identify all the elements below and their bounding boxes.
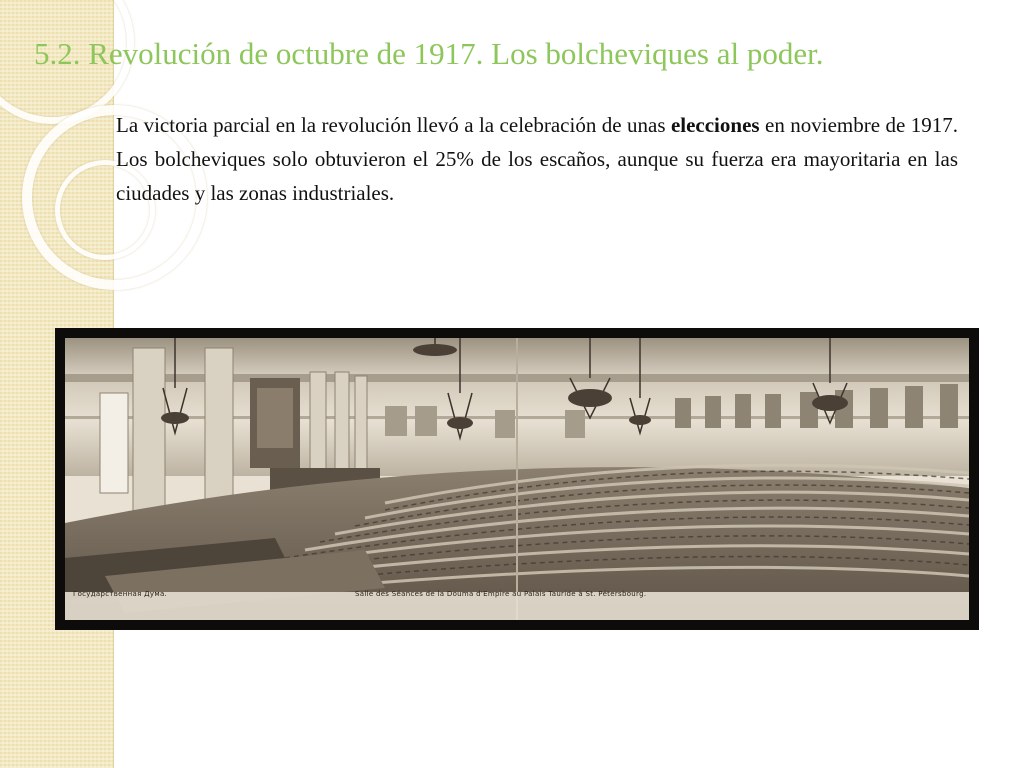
slide-title: 5.2. Revolución de octubre de 1917. Los bolcheviques al poder.: [34, 36, 824, 71]
duma-hall-photograph: [65, 338, 969, 620]
paragraph-text-start: La victoria parcial en la revolución llevó a la celebración de unas: [116, 113, 671, 137]
paragraph-bold-term: elecciones: [670, 113, 760, 137]
body-paragraph: [116, 108, 958, 210]
photo-caption-french: Salle des Séances de la Douma d'Empire au Palais Tauride à St. Pétersbourg.: [355, 590, 647, 598]
photograph-illustration: [65, 338, 969, 620]
photo-frame: [55, 328, 979, 630]
paragraph-text-end: en noviembre de 1917. Los bolcheviques solo obtuvieron el 25% de los escaños, aunque su fuerza era mayoritaria en las ciudades y las zonas industriales.: [116, 113, 958, 205]
photo-caption-russian: Государственная Дума.: [73, 590, 168, 598]
